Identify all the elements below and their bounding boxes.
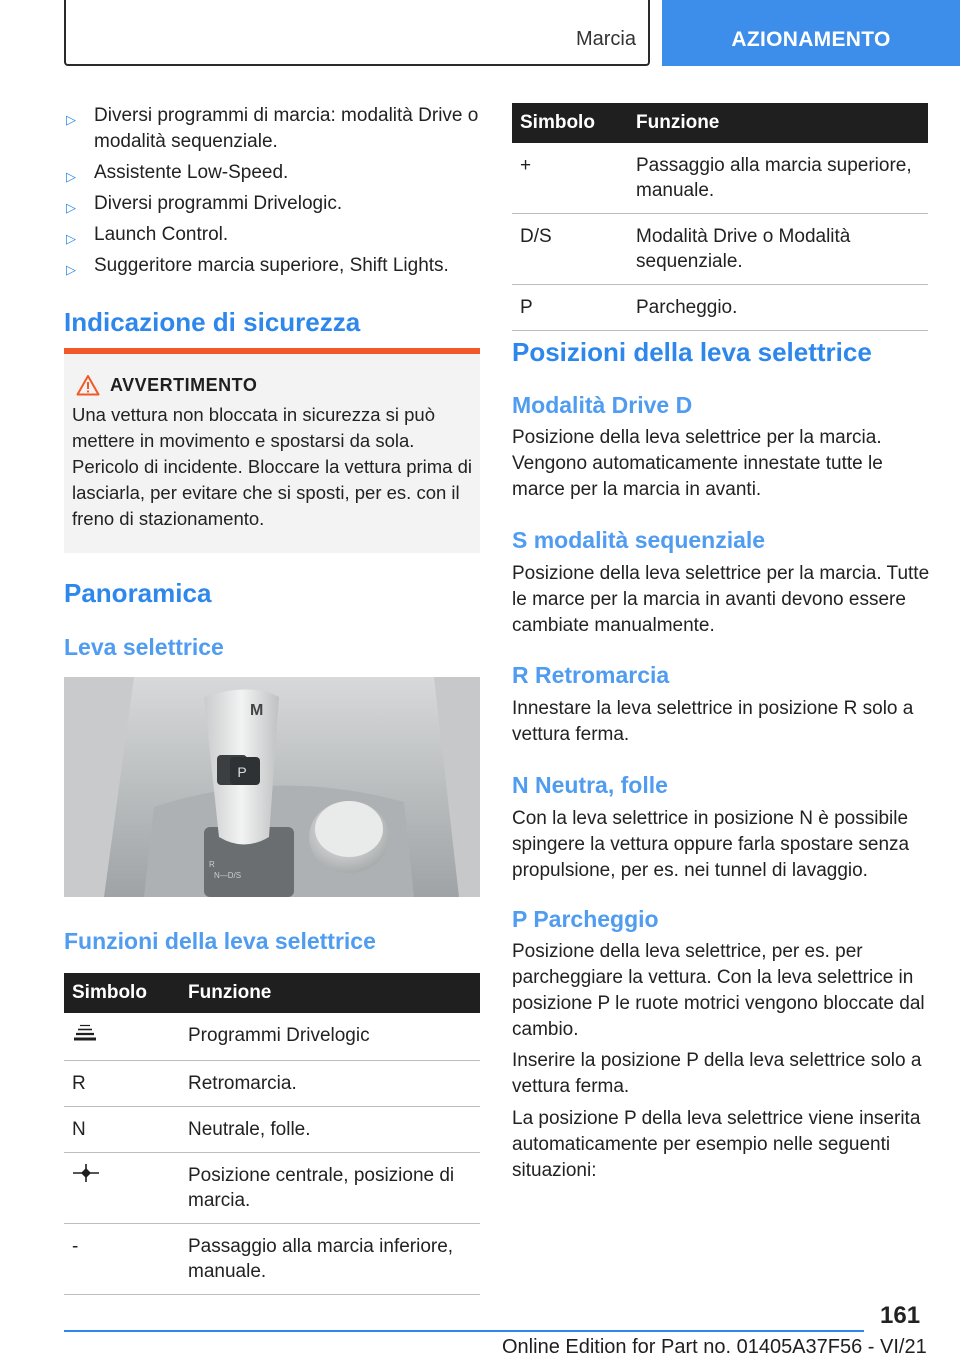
photo-gate-r-label: R <box>209 860 215 869</box>
warning-triangle-icon <box>76 374 100 396</box>
gear-selector-photo <box>64 677 480 897</box>
center-position-icon <box>72 1163 100 1183</box>
triangle-bullet-icon: ▷ <box>66 200 76 215</box>
drive-mode-text: Posizione della leva selettrice per la marcia. Vengono automaticamente innestate tutte le marce per la marcia in avanti. <box>512 427 883 500</box>
col-header-symbol: Simbolo <box>512 103 636 143</box>
functions-heading: Funzioni della leva selettrice <box>64 928 376 954</box>
sequential-mode-heading: S modalità sequenziale <box>512 527 766 553</box>
photo-m-logo: M <box>250 702 264 719</box>
table-row <box>64 1224 480 1295</box>
overview-heading: Panoramica <box>64 578 212 608</box>
warning-box <box>64 348 480 553</box>
header-section-title: Marcia <box>575 28 636 50</box>
neutral-text: Con la leva selettrice in posizione N è possibile spingere la vettura oppure farla spostare senza propulsione, per es. nei tunnel di lavaggio. <box>512 808 910 881</box>
function-text: Parcheggio. <box>636 285 928 331</box>
table-row <box>512 285 928 331</box>
table-header-row <box>64 973 480 1013</box>
table-row <box>64 1061 480 1107</box>
drivelogic-icon <box>72 1023 98 1043</box>
park-text-3: La posizione P della leva selettrice viene inserita automaticamente per esempio nelle seguenti situazioni: <box>512 1108 921 1181</box>
selector-functions-table-left <box>64 973 480 1295</box>
symbol-text: P <box>512 285 636 331</box>
function-text: Passaggio alla marcia inferiore, manuale. <box>188 1224 480 1295</box>
function-text: Neutrale, folle. <box>188 1107 480 1153</box>
triangle-bullet-icon: ▷ <box>66 169 76 184</box>
list-item: ▷ Launch Control. <box>64 222 480 248</box>
photo-p-button-label: P <box>237 764 247 780</box>
positions-heading: Posizioni della leva selettrice <box>512 337 872 367</box>
reverse-text: Innestare la leva selettrice in posizione R solo a vettura ferma. <box>512 698 914 745</box>
function-text: Retromarcia. <box>188 1061 480 1107</box>
function-text: Posizione centrale, posizione di marcia. <box>188 1153 480 1224</box>
table-row <box>512 214 928 285</box>
triangle-bullet-icon: ▷ <box>66 112 76 127</box>
reverse-heading: R Retromarcia <box>512 662 670 688</box>
symbol-text: D/S <box>512 214 636 285</box>
park-text-1: Posizione della leva selettrice, per es. per parcheggiare la vettura. Con la leva selettrice in posizione P le ruote motrici vengono bloccate dal cambio. <box>512 941 925 1040</box>
symbol-text: N <box>64 1107 188 1153</box>
function-text: Modalità Drive o Modalità sequenziale. <box>636 214 928 285</box>
safety-heading: Indicazione di sicurezza <box>64 307 361 337</box>
photo-gate-nds-label: N—D/S <box>214 871 242 880</box>
warning-text: Una vettura non bloccata in sicurezza si può mettere in movimento e spostarsi da sola. Pericolo di incidente. Bloccare la vettura prima di lasciarla, per evitare che si sposti, per es. con il freno di stazionamento. <box>72 404 472 529</box>
footer-divider <box>64 1330 864 1332</box>
feature-list <box>64 103 480 284</box>
symbol-text: - <box>64 1224 188 1295</box>
park-text-2: Inserire la posizione P della leva selettrice solo a vettura ferma. <box>512 1050 922 1097</box>
col-header-function: Funzione <box>636 103 928 143</box>
selector-lever-heading: Leva selettrice <box>64 634 224 660</box>
list-item: ▷ Diversi programmi Drivelogic. <box>64 191 480 217</box>
symbol-text: R <box>64 1061 188 1107</box>
header-left-box <box>64 0 650 66</box>
page-number: 161 <box>880 1302 921 1329</box>
function-text: Passaggio alla marcia superiore, manuale. <box>636 143 928 214</box>
table-row <box>512 143 928 214</box>
triangle-bullet-icon: ▷ <box>66 262 76 277</box>
symbol-text: + <box>512 143 636 214</box>
selector-functions-table-right <box>512 103 928 331</box>
warning-title: AVVERTIMENTO <box>110 374 258 395</box>
header-chapter-tab: AZIONAMENTO <box>662 0 960 66</box>
list-item: ▷ Diversi programmi di marcia: modalità Drive o modalità sequenziale. <box>66 105 479 152</box>
col-header-function: Funzione <box>188 973 480 1013</box>
sequential-mode-text: Posizione della leva selettrice per la marcia. Tutte le marce per la marcia in avanti devono essere cambiate manualmente. <box>512 563 930 636</box>
table-row <box>64 1107 480 1153</box>
gear-selector-illustration <box>64 677 480 897</box>
list-item: ▷ Suggeritore marcia superiore, Shift Lights. <box>64 253 480 279</box>
footer-edition: Online Edition for Part no. 01405A37F56 - VI/21 <box>502 1336 927 1358</box>
col-header-symbol: Simbolo <box>64 973 188 1013</box>
park-heading: P Parcheggio <box>512 906 659 932</box>
triangle-bullet-icon: ▷ <box>66 231 76 246</box>
neutral-heading: N Neutra, folle <box>512 772 668 798</box>
table-header-row <box>512 103 928 143</box>
function-text: Programmi Drivelogic <box>188 1013 480 1061</box>
drive-mode-heading: Modalità Drive D <box>512 392 693 418</box>
table-row <box>64 1153 480 1224</box>
list-item: ▷ Assistente Low-Speed. <box>64 160 480 186</box>
table-row <box>64 1013 480 1061</box>
